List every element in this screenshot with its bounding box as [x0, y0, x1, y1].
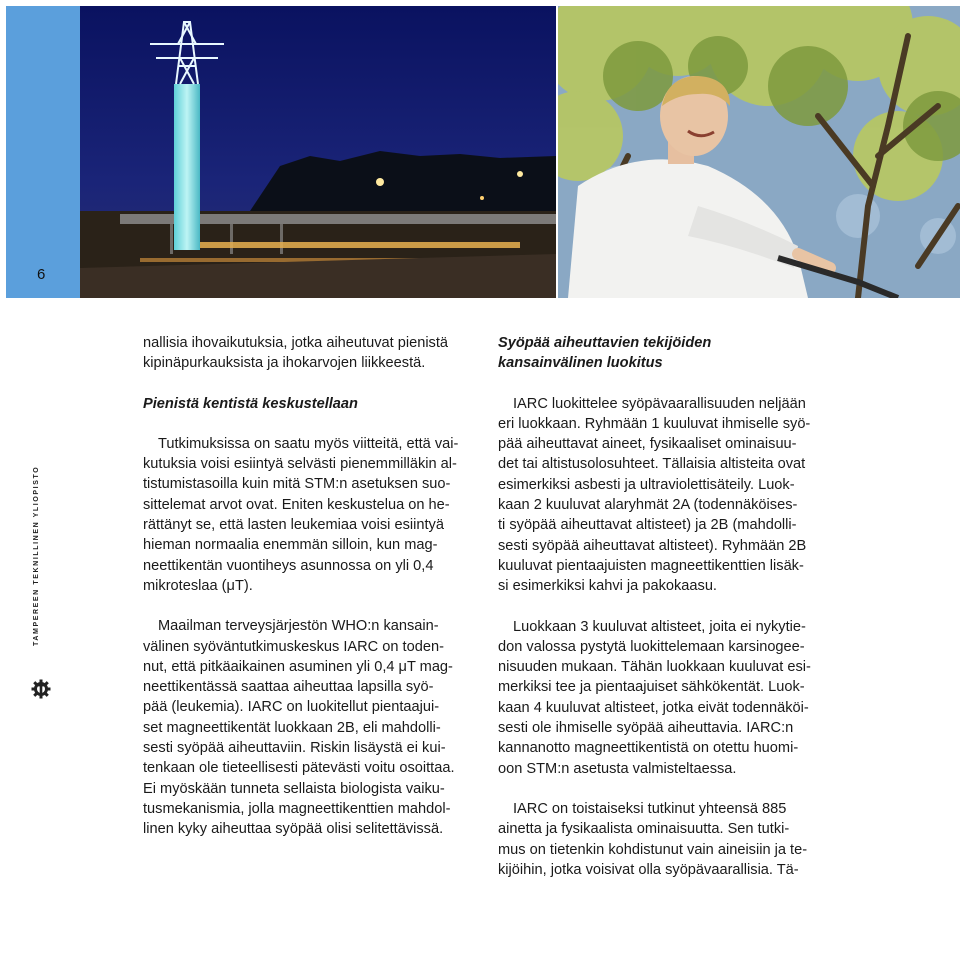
text-line: mus on tietenkin kohdistunut vain aineisiin ja te- — [498, 841, 808, 858]
text-line: Maailman terveysjärjestön WHO:n kansain- — [158, 618, 439, 635]
section-heading: Pienistä kentistä keskustellaan — [143, 395, 358, 412]
text-line: rättänyt se, että lasten leukemiaa voisi esiintyä — [143, 517, 444, 534]
text-line: set magneettikentät luokkaan 2B, eli mahdolli- — [143, 719, 441, 736]
text-line: kuuluvat pientaajuisten magneettikenttien lisäk- — [498, 557, 804, 574]
text-line: kannanotto magneettikentistä on otettu huomi- — [498, 740, 799, 757]
section-heading: Syöpää aiheuttavien tekijöiden — [498, 335, 712, 351]
paragraph — [143, 616, 465, 839]
text-line: pää aiheuttavat aineet, fysikaaliset ominaisuu- — [498, 436, 797, 453]
text-line: neettikentässä saattaa aiheuttaa lapsilla syö- — [143, 679, 434, 696]
intro-line: nallisia ihovaikutuksia, jotka aiheutuvat pienistä — [143, 335, 449, 351]
text-line: tusmekanismia, jolla magneettikenttien mahdol- — [143, 800, 451, 817]
text-line: kutuksia voisi esiintyä selvästi pienemmilläkin al- — [143, 456, 457, 473]
text-line: nut, että pitkäaikainen asuminen yli 0,4 μT mag- — [143, 658, 453, 675]
text-line: oon STM:n asetusta valmisteltaessa. — [498, 760, 737, 777]
text-line: linen kyky aiheuttaa syöpää olisi selitettävissä. — [143, 821, 444, 838]
left-column — [143, 333, 465, 840]
cyclist-under-trees-photo — [558, 6, 960, 298]
paragraph — [498, 394, 823, 597]
text-line: sesti syöpää aiheuttavat altisteet). Ryhmään 2B — [498, 537, 807, 554]
accent-bar — [6, 6, 80, 298]
text-line: tenkaan ole tieteellisesti pätevästi voitu osoittaa. — [143, 760, 455, 777]
text-line: hieman normaalia enemmän silloin, kun mag- — [143, 537, 438, 554]
text-line: esimerkiksi asbesti ja ultraviolettisäteily. Luok- — [498, 476, 795, 493]
text-line: det tai altistusolosuhteet. Tällaisia altisteita ovat — [498, 456, 806, 473]
text-line: nisuuden mukaan. Tähän luokkaan kuuluvat esi- — [498, 659, 811, 676]
text-line: IARC luokittelee syöpävaarallisuuden neljään — [513, 395, 806, 412]
text-line: sesti ole ihmiselle syöpää aiheuttavia. IARC:n — [498, 720, 794, 737]
paragraph — [498, 617, 823, 779]
intro-line: kipinäpurkauksista ja ihokarvojen liikkeestä. — [143, 355, 426, 372]
power-line-tower-night-photo — [80, 6, 556, 298]
university-name-vertical: TAMPEREEN TEKNILLINEN YLIOPISTO — [33, 465, 40, 646]
university-logo-icon — [31, 679, 51, 704]
text-line: kijöihin, jotka voisivat olla syöpävaarallisia. Tä- — [498, 861, 799, 878]
text-line: merkiksi tee ja pientaajuiset sähkökentät. Luok- — [498, 679, 805, 696]
right-column — [498, 333, 823, 880]
paragraph — [143, 434, 465, 596]
text-line: Tutkimuksissa on saatu myös viitteitä, että vai- — [158, 435, 459, 452]
text-line: mikroteslaa (μT). — [143, 577, 253, 594]
text-line: tistumistasoilla kuin mitä STM:n asetuksen suo- — [143, 476, 451, 493]
text-line: pää (leukemia). IARC on luokitellut pientaajui- — [143, 699, 440, 716]
text-line: sittelemat arvot ovat. Eniten keskustelua on he- — [143, 496, 450, 513]
text-line: sesti syöpää aiheuttaviin. Riskin lisäystä ei kui- — [143, 740, 446, 757]
page-number: 6 — [37, 266, 46, 283]
text-line: eri luokkaan. Ryhmään 1 kuuluvat ihmiselle syö- — [498, 415, 811, 432]
text-line: si esimerkiksi kahvi ja pakokaasu. — [498, 578, 717, 595]
text-line: IARC on toistaiseksi tutkinut yhteensä 885 — [513, 800, 787, 817]
text-line: neettikentän vuontiheys asunnossa on yli 0,4 — [143, 557, 434, 574]
text-line: Luokkaan 3 kuuluvat altisteet, joita ei nykytie- — [513, 618, 806, 635]
text-line: don valossa pystytä luokittelemaan karsinogee- — [498, 638, 805, 655]
text-line: ti syöpää aiheuttavat altisteet) ja 2B (mahdolli- — [498, 517, 797, 534]
paragraph — [498, 799, 823, 880]
section-heading: kansainvälinen luokitus — [498, 355, 663, 372]
text-line: kaan 2 kuuluvat alaryhmät 2A (todennäköises- — [498, 497, 798, 514]
text-line: ainetta ja fysikaalista ominaisuutta. Sen tutki- — [498, 821, 790, 838]
text-line: välinen syöväntutkimuskeskus IARC on toden- — [143, 638, 444, 655]
text-line: Ei myöskään tunneta sellaista biologista vaiku- — [143, 780, 445, 797]
text-line: kaan 4 kuuluvat altisteet, jotka eivät todennäköi- — [498, 699, 809, 716]
